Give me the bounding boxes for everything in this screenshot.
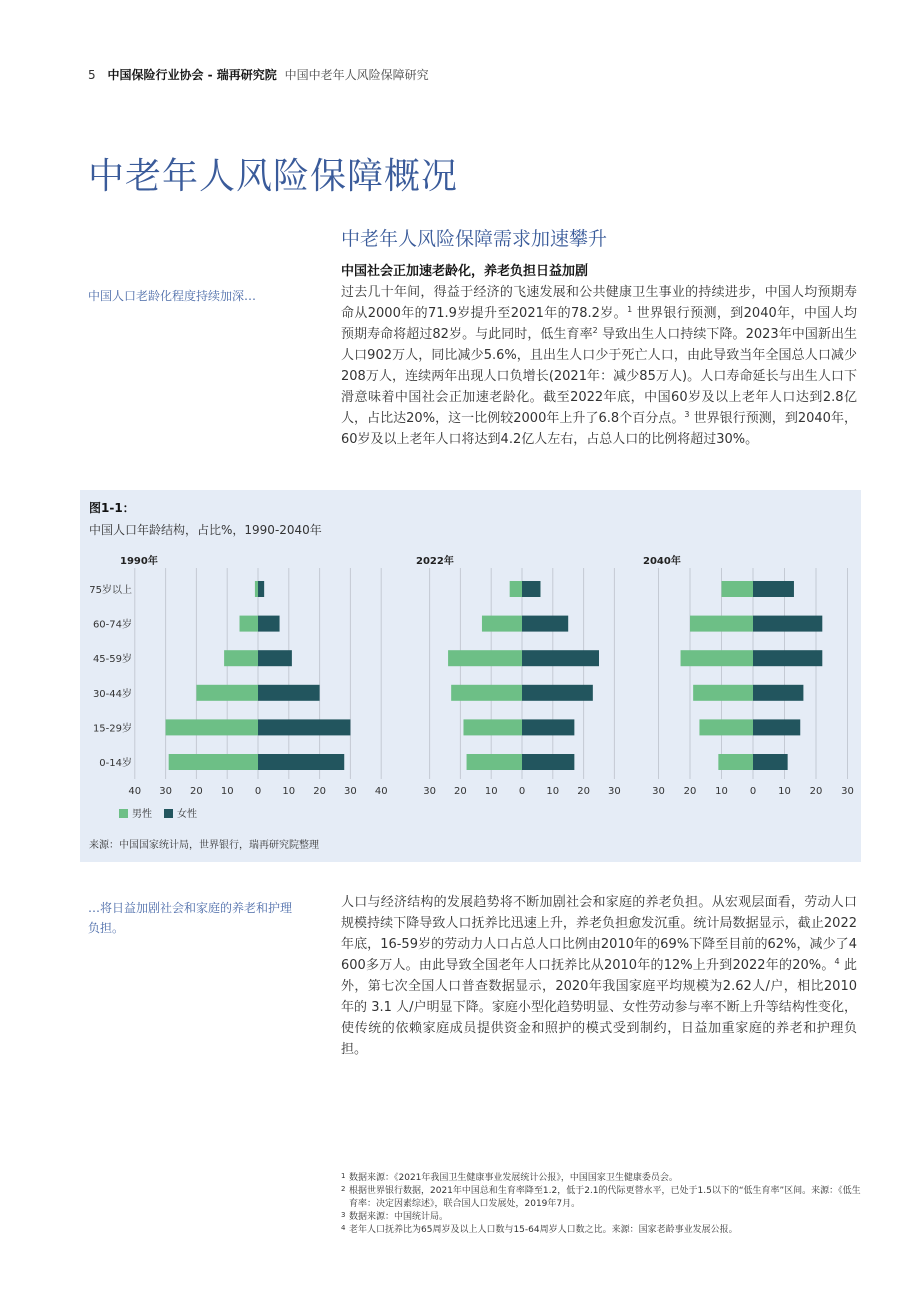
bar-male [451,685,522,701]
bar-male [467,754,522,770]
x-tick-label: 30 [841,786,854,797]
x-tick-label: 20 [190,786,203,797]
figure-source: 来源：中国国家统计局，世界银行，瑞再研究院整理 [89,840,319,851]
x-tick-label: 40 [374,786,388,797]
x-tick-label: 0 [518,786,526,797]
bar-female [258,754,344,770]
x-tick-label: 10 [715,786,728,797]
bar-female [258,616,280,632]
footnote: 3 数据来源：中国统计局。 [341,1211,449,1222]
bar-male [690,616,753,632]
bar-male [681,650,753,666]
header-report-title: 中国中老年人风险保障研究 [284,68,429,82]
figure-title: 中国人口年龄结构，占比%，1990-2040年 [89,523,322,537]
bar-female [522,719,574,735]
bar-female [522,581,540,597]
bar-female [753,581,794,597]
panel-year-label: 1990年 [120,556,158,567]
x-tick-label: 20 [313,786,326,797]
footnotes [341,1172,861,1237]
bar-female [258,719,350,735]
header-org: 中国保险行业协会 - 瑞再研究院 [107,68,277,82]
footnote-ref-4[interactable]: 4 [834,957,840,966]
footnote: 2 根据世界银行数据，2021年中国总和生育率降至1.2，低于2.1的代际更替水平，已处于1.5以下的“低生育率”区间。来源：《低生育率：决定因素综述》，联合国人口发展处，2019年7月。 [341,1185,861,1209]
figure-label: 图1-1： [89,501,135,515]
footnote-ref-2[interactable]: 2 [592,326,598,335]
bar-female [753,754,788,770]
footnote: 4 老年人口抚养比为65周岁及以上人口数与15-64周岁人口数之比。来源：国家老龄事业发展公报。 [341,1224,738,1235]
bar-male [196,685,258,701]
bar-male [255,581,258,597]
x-tick-label: 10 [778,786,791,797]
x-tick-label: 10 [282,786,296,797]
category-label: 45-59岁 [92,654,132,666]
section-title: 中老年人风险保障需求加速攀升 [341,228,608,250]
bar-male [240,616,258,632]
footnote-ref-3[interactable]: 3 [684,410,690,419]
bar-male [482,616,522,632]
bar-female [753,685,803,701]
x-tick-label: 30 [652,786,665,797]
bar-male [699,719,753,735]
page-header [88,66,429,83]
x-tick-label: 20 [683,786,697,797]
footnote: 1 数据来源：《2021年我国卫生健康事业发展统计公报》，中国国家卫生健康委员会。 [341,1172,678,1183]
category-label: 30-44岁 [92,688,132,700]
x-tick-label: 0 [749,786,757,797]
paragraph-body: 人口与经济结构的发展趋势将不断加剧社会和家庭的养老负担。从宏观层面看，劳动人口规模持续下降导致人口抚养比迅速上升，养老负担愈发沉重。统计局数据显示，截止2022年底，16-59岁的劳动力人口占总人口比例由2010年的69%下降至目前的62%，减少了4 600多万人。由此导致全国老年人口抚养比从2010年的12%上升到2022年的20%。$^4$ 此外，第七次全国人口普查数据显示，2020年我国家庭平均规模为2.62人/户，相比2010 年的 3.1 人/户明显下降。家庭小型化趋势明显、女性劳动参与率不断上升等结构性变化，使传统的依赖家庭成员提供资金和照护的模式受到制约，日益加重家庭的养老和护理负担。 [341,895,857,1057]
bar-female [522,616,568,632]
bar-female [753,719,800,735]
x-tick-label: 30 [344,786,357,797]
paragraph-body: 过去几十年间，得益于经济的飞速发展和公共健康卫生事业的持续进步，中国人均预期寿命从2000年的71.9岁提升至2021年的78.2岁。$^1$ 世界银行预测，到2040年，中国人均预期寿命将超过82岁。与此同时，低生育率$^2$ 导致出生人口持续下降。2023年中国新出生人口902万人，同比减少5.6%，且出生人口少于死亡人口，由此导致当年全国总人口减少208万人，连续两年出现人口负增长(2021年：减少85万人)。人口寿命延长与出生人口下滑意味着中国社会正加速老龄化。截至2022年底，中国60岁及以上老年人口达到2.8亿人，占比达20%，这一比例较2000年上升了6.8个百分点。$^3$ 世界银行预测，到2040年，60岁及以上老年人口将达到4.2亿人左右，占总人口的比例将超过30%。 [341,285,858,447]
page-title: 中老年人风险保障概况 [88,156,459,197]
paragraph-burden [341,892,857,1060]
bar-female [753,616,822,632]
x-tick-label: 20 [809,786,823,797]
bar-male [718,754,753,770]
bar-female [753,650,822,666]
panel-year-label: 2022年 [416,556,454,567]
bar-male [463,719,522,735]
paragraph-subhead: 中国社会正加速老龄化，养老负担日益加剧 [341,264,589,279]
legend-swatch-female [164,809,173,818]
bar-male [448,650,522,666]
page-number: 5 [88,68,96,82]
bar-female [522,754,574,770]
category-label: 75岁以上 [89,585,132,596]
bar-female [258,650,292,666]
bar-male [166,719,258,735]
x-tick-label: 20 [454,786,467,797]
legend-label-female: 女性 [177,809,197,820]
bar-male [693,685,753,701]
footnote-ref-1[interactable]: 1 [627,305,633,314]
x-tick-label: 40 [128,786,142,797]
bar-female [258,581,264,597]
legend-swatch-male [119,809,128,818]
bar-female [258,685,320,701]
category-label: 0-14岁 [99,758,132,769]
x-tick-label: 30 [159,786,172,797]
legend-label-male: 男性 [132,809,152,820]
bar-female [522,650,599,666]
x-tick-label: 0 [254,786,262,797]
x-tick-label: 30 [423,786,436,797]
category-label: 60-74岁 [92,619,132,631]
category-label: 15-29岁 [92,723,132,735]
side-note-aging: 中国人口老龄化程度持续加深… [88,289,257,303]
side-note-burden: …将日益加剧社会和家庭的养老和护理负担。 [88,901,293,935]
bar-male [224,650,258,666]
bar-male [510,581,522,597]
x-tick-label: 30 [608,786,621,797]
figure-population-pyramid [80,490,861,862]
bar-female [522,685,593,701]
bar-male [722,581,754,597]
panel-year-label: 2040年 [643,556,681,567]
x-tick-label: 10 [484,786,498,797]
population-pyramid-chart [80,490,861,862]
x-tick-label: 10 [546,786,560,797]
bar-male [169,754,258,770]
x-tick-label: 10 [220,786,234,797]
paragraph-aging [341,262,857,450]
x-tick-label: 20 [577,786,590,797]
